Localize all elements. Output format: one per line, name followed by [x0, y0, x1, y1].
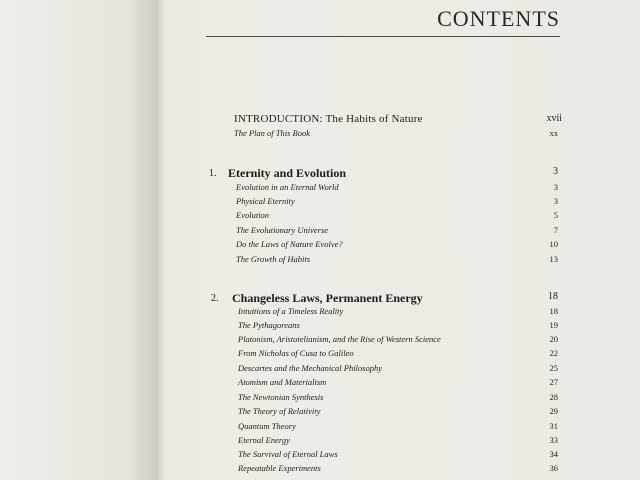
toc-section-title: Physical Eternity [236, 196, 295, 206]
toc-section-title: Evolution in an Eternal World [236, 182, 339, 192]
toc-section-row [0, 463, 640, 479]
toc-section-title: Do the Laws of Nature Evolve? [236, 239, 343, 249]
toc-section-title: The Growth of Habits [236, 254, 311, 264]
toc-section-title: Repeatable Experiments [238, 463, 321, 473]
toc-section-title: Atomism and Materialism [238, 377, 327, 387]
toc-section-page: 3 [553, 182, 558, 192]
toc-section-page: xx [549, 128, 558, 138]
toc-section-row [0, 254, 640, 270]
toc-chapter-page: 3 [553, 166, 558, 177]
toc-section-title: The Plan of This Book [234, 128, 311, 138]
toc-section-title: Descartes and the Mechanical Philosophy [238, 363, 382, 373]
toc-section-page: 5 [553, 210, 558, 220]
toc-section-title: The Pythagoreans [238, 320, 300, 330]
toc-section-page: 25 [549, 363, 558, 373]
toc-section-title: The Evolutionary Universe [236, 225, 329, 235]
toc-section-page: 31 [549, 421, 558, 431]
toc-section-title: Evolution [236, 210, 270, 220]
toc-section-row [0, 348, 640, 364]
toc-section-page: 3 [553, 196, 558, 206]
toc-section-page: 22 [549, 348, 558, 358]
toc-section-page: 7 [553, 225, 558, 235]
toc-section-row [0, 406, 640, 422]
toc-section-page: 34 [549, 449, 558, 459]
toc-section-title: The Newtonian Synthesis [238, 392, 324, 402]
toc-intro-page: xvii [546, 113, 562, 124]
toc-intro-title: INTRODUCTION: The Habits of Nature [234, 113, 423, 125]
toc-section-title: Platonism, Aristotelianism, and the Rise of Western Science [238, 334, 441, 344]
title-rule [206, 36, 560, 37]
toc-section-page: 36 [549, 463, 558, 473]
toc-section-page: 20 [549, 334, 558, 344]
toc-section-page: 33 [549, 435, 558, 445]
toc-section-row [0, 210, 640, 226]
toc-section-title: Eternal Energy [238, 435, 290, 445]
toc-section-page: 13 [549, 254, 558, 264]
toc-section-title: Quantum Theory [238, 421, 296, 431]
toc-chapter-row [0, 166, 640, 182]
toc-chapter-page: 18 [548, 291, 558, 302]
toc-chapter-number: 1. [209, 168, 217, 179]
toc-chapter-title: Changeless Laws, Permanent Energy [232, 291, 423, 305]
toc-intro-row [0, 113, 640, 129]
toc-section-page: 29 [549, 406, 558, 416]
toc-chapter-title: Eternity and Evolution [228, 166, 347, 180]
toc-section-page: 10 [549, 239, 558, 249]
toc-section-title: The Theory of Relativity [238, 406, 321, 416]
toc-section-title: The Survival of Eternal Laws [238, 449, 338, 459]
toc-section-row [0, 128, 640, 144]
toc-section-page: 28 [549, 392, 558, 402]
toc-section-title: From Nicholas of Cusa to Galileo [238, 348, 354, 358]
toc-section-title: Intuitions of a Timeless Reality [238, 306, 344, 316]
toc-section-page: 27 [549, 377, 558, 387]
toc-chapter-number: 2. [211, 293, 219, 304]
toc-section-page: 18 [549, 306, 558, 316]
toc-section-row [0, 377, 640, 393]
toc-section-page: 19 [549, 320, 558, 330]
toc-section-row [0, 239, 640, 255]
page-title: CONTENTS [437, 6, 560, 31]
toc-chapter-row [0, 291, 640, 307]
